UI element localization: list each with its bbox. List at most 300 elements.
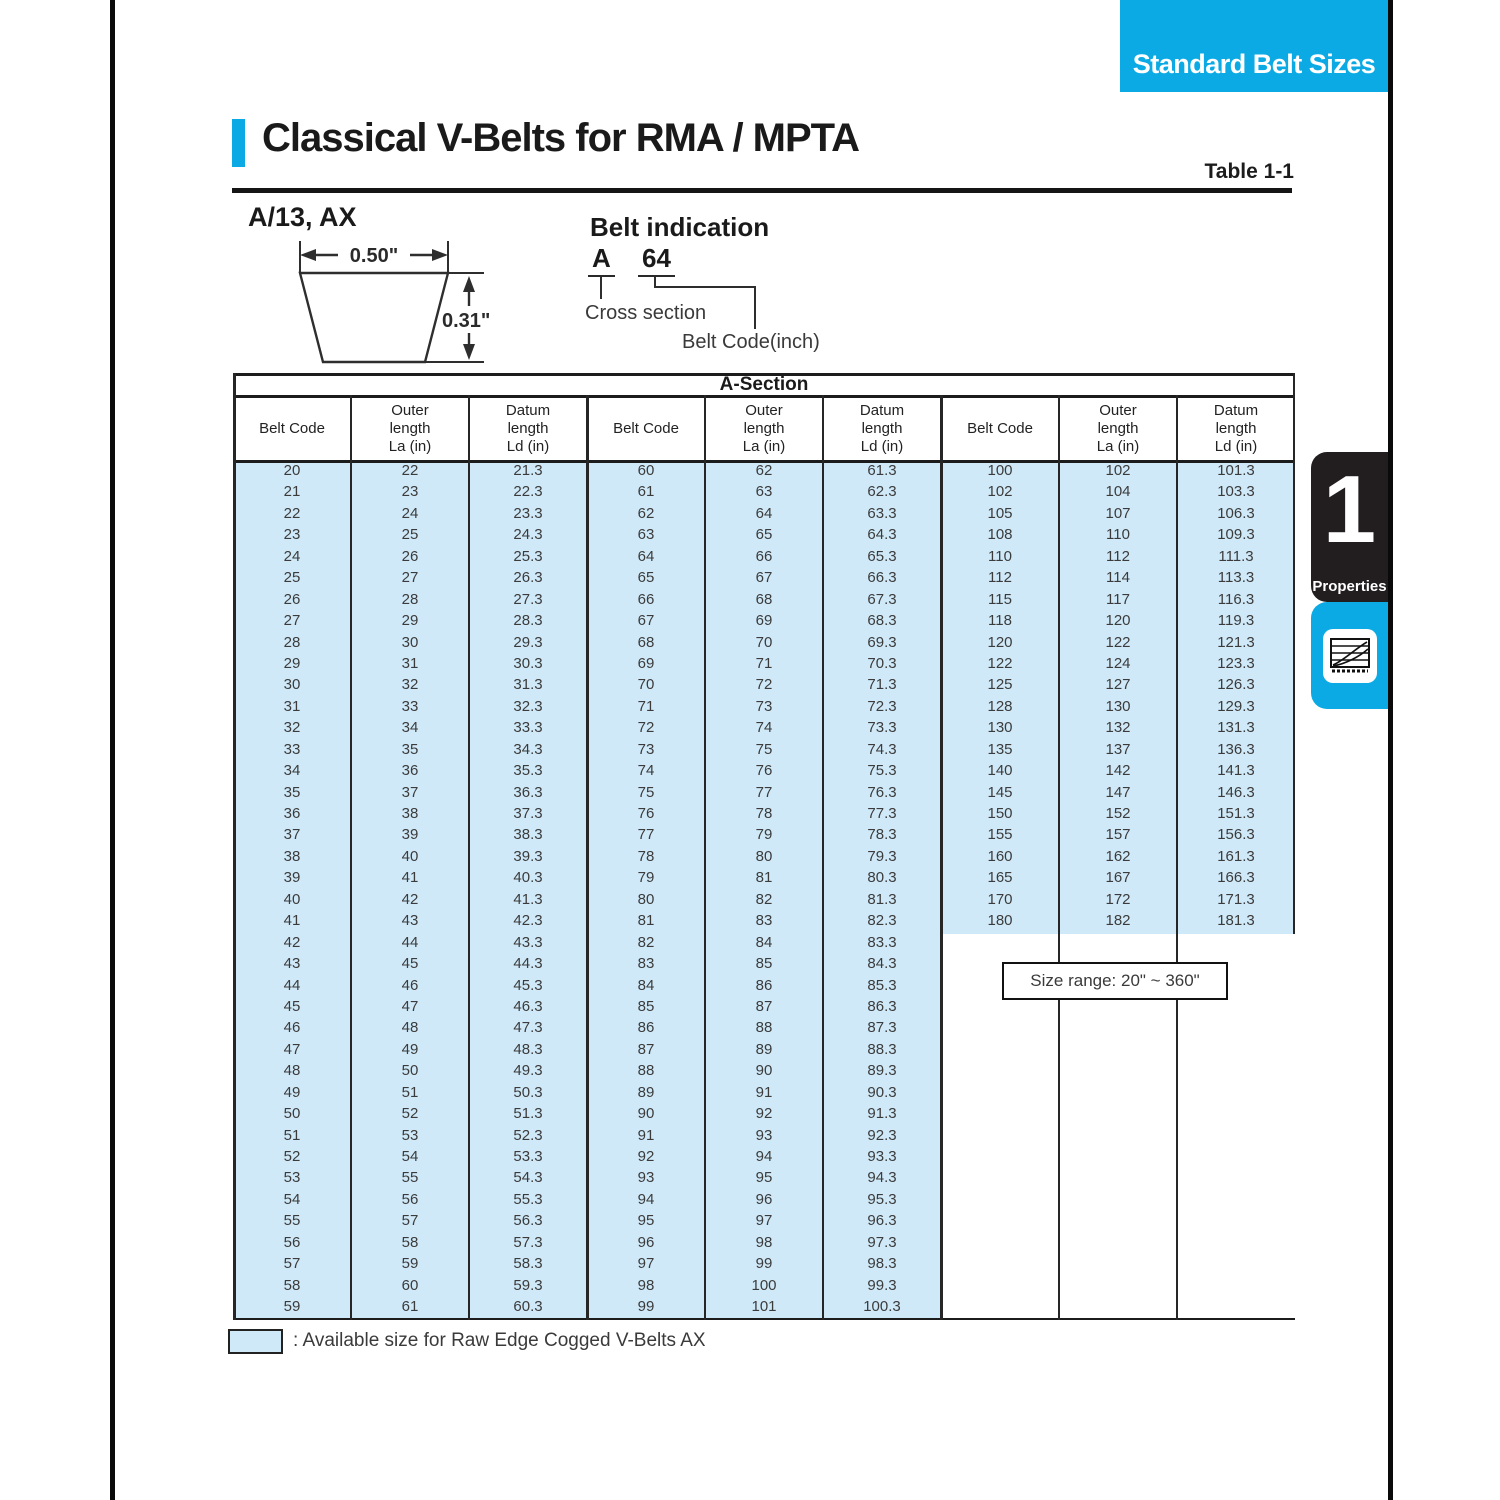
- table-cell: 76: [637, 805, 655, 822]
- table-cell: 81: [755, 869, 773, 887]
- column-header: Outer length La (in): [1096, 401, 1140, 456]
- table-cell: 53: [401, 1126, 419, 1144]
- table-cell: 82: [637, 933, 655, 951]
- table-cell: 130: [1105, 697, 1131, 715]
- table-cell: 48: [283, 1062, 301, 1080]
- table-cell: 25.3: [513, 547, 543, 565]
- table-cell: 62.3: [867, 483, 897, 501]
- table-cell: 45: [283, 997, 301, 1015]
- table-cell: 54.3: [513, 1169, 543, 1187]
- table-cell: 46: [283, 1019, 301, 1037]
- table-cell: 97: [637, 1255, 655, 1273]
- table-cell: 98: [755, 1233, 773, 1251]
- table-cell: 35: [401, 740, 419, 758]
- table-cell: 70.3: [867, 654, 897, 672]
- table-cell: 38: [283, 847, 301, 865]
- table-cell: 69.3: [867, 633, 897, 651]
- table-cell: 48: [401, 1019, 419, 1037]
- table-cell: 69: [637, 654, 655, 672]
- table-cell: 156.3: [1217, 826, 1255, 844]
- table-cell: 37: [283, 826, 301, 844]
- table-cell: 47: [283, 1040, 301, 1058]
- table-cell: 61: [401, 1298, 419, 1316]
- table-cell: 74: [637, 762, 655, 780]
- table-cell: 27: [283, 612, 301, 630]
- table-section-title: A-Section: [719, 374, 809, 395]
- legend-text: : Available size for Raw Edge Cogged V-Belts AX: [293, 1330, 706, 1351]
- table-cell: 96.3: [867, 1212, 897, 1230]
- table-cell: 31.3: [513, 676, 543, 694]
- table-cell: 24.3: [513, 526, 543, 544]
- table-cell: 107: [1105, 504, 1131, 522]
- table-cell: 76.3: [867, 783, 897, 801]
- table-cell: 161.3: [1217, 847, 1255, 865]
- table-cell: 37: [401, 783, 419, 801]
- table-cell: 24: [283, 547, 301, 565]
- table-cell: 30: [283, 676, 301, 694]
- table-cell: 30.3: [513, 654, 543, 672]
- table-cell: 99: [755, 1255, 773, 1273]
- table-cell: 84: [755, 933, 773, 951]
- table-cell: 97: [755, 1212, 773, 1230]
- table-cell: 97.3: [867, 1233, 897, 1251]
- table-cell: 39: [283, 869, 301, 887]
- table-cell: 84.3: [867, 955, 897, 973]
- table-cell: 91: [637, 1126, 655, 1144]
- table-cell: 142: [1105, 762, 1131, 780]
- table-cell: 37.3: [513, 805, 543, 822]
- table-cell: 113.3: [1217, 569, 1255, 587]
- table-cell: 53.3: [513, 1148, 543, 1165]
- table-cell: 32.3: [513, 697, 543, 715]
- table-cell: 30: [401, 633, 419, 651]
- title-rule: [232, 188, 1292, 193]
- table-cell: 52: [283, 1148, 301, 1165]
- page-title: Classical V-Belts for RMA / MPTA: [262, 116, 860, 160]
- table-cell: 91.3: [867, 1105, 897, 1123]
- table-cell: 72.3: [867, 697, 897, 715]
- table-cell: 96: [755, 1190, 773, 1208]
- table-cell: 55: [283, 1212, 301, 1230]
- table-cell: 77: [637, 826, 655, 844]
- table-cell: 47.3: [513, 1019, 543, 1037]
- table-cell: 41.3: [513, 890, 543, 908]
- table-cell: 71.3: [867, 676, 897, 694]
- table-cell: 75.3: [867, 762, 897, 780]
- table-cell: 64.3: [867, 526, 897, 544]
- table-cell: 40.3: [513, 869, 543, 887]
- table-cell: 63: [755, 483, 773, 501]
- table-cell: 59: [283, 1298, 301, 1316]
- table-cell: 104: [1105, 483, 1131, 501]
- table-cell: 73: [755, 697, 773, 715]
- legend-swatch: [228, 1329, 283, 1354]
- table-cell: 93: [755, 1126, 773, 1144]
- table-cell: 49: [283, 1083, 301, 1101]
- table-cell: 68: [755, 590, 773, 608]
- table-cell: 65: [755, 526, 773, 544]
- table-cell: 110: [988, 547, 1012, 565]
- table-cell: 39: [401, 826, 419, 844]
- table-cell: 152: [1105, 805, 1131, 822]
- properties-chart-icon: [1329, 637, 1371, 675]
- table-cell: 160: [987, 847, 1013, 865]
- table-cell: 162: [1105, 847, 1131, 865]
- table-cell: 54: [283, 1190, 301, 1208]
- column-header: Datum length Ld (in): [505, 401, 551, 456]
- table-cell: 33: [283, 740, 301, 758]
- table-cell: 48.3: [513, 1040, 543, 1058]
- table-cell: 22: [401, 462, 419, 479]
- table-cell: 88: [637, 1062, 655, 1080]
- table-cell: 181.3: [1217, 912, 1255, 930]
- table-cell: 180: [987, 912, 1013, 930]
- table-cell: 44: [401, 933, 419, 951]
- chapter-label: Properties: [1312, 578, 1387, 595]
- table-cell: 71: [637, 697, 655, 715]
- column-header: Datum length Ld (in): [859, 401, 905, 456]
- table-cell: 29: [283, 654, 301, 672]
- table-cell: 57: [283, 1255, 301, 1273]
- table-cell: 67: [637, 612, 655, 630]
- table-cell: 64: [637, 547, 655, 565]
- table-cell: 31: [401, 654, 419, 672]
- table-cell: 45.3: [513, 976, 543, 994]
- table-cell: 51.3: [513, 1105, 543, 1123]
- section-tab: [1120, 0, 1388, 92]
- table-cell: 23: [283, 526, 301, 544]
- table-cell: 28.3: [513, 612, 543, 630]
- chapter-tab: [1311, 452, 1388, 602]
- up-arrowhead-icon: [463, 276, 475, 292]
- table-cell: 29: [401, 612, 419, 630]
- table-cell: 135: [987, 740, 1013, 758]
- table-cell: 33.3: [513, 719, 543, 737]
- table-cell: 68.3: [867, 612, 897, 630]
- table-cell: 76: [755, 762, 773, 780]
- belt-cross-section-diagram: [232, 238, 532, 370]
- table-cell: 75: [637, 783, 655, 801]
- table-cell: 81.3: [867, 890, 897, 908]
- table-cell: 43: [401, 912, 419, 930]
- column-header: Outer length La (in): [742, 401, 786, 456]
- table-cell: 66.3: [867, 569, 897, 587]
- column-header: Belt Code: [613, 419, 679, 437]
- table-cell: 40: [283, 890, 301, 908]
- table-cell: 75: [755, 740, 773, 758]
- table-cell: 80: [755, 847, 773, 865]
- table-cell: 79: [637, 869, 655, 887]
- table-cell: 114: [1106, 569, 1130, 587]
- table-cell: 105: [987, 504, 1013, 522]
- table-group-3: [941, 398, 1295, 932]
- table-cell: 60.3: [513, 1298, 543, 1316]
- belt-profile-label: A/13, AX: [248, 202, 357, 232]
- table-cell: 87: [755, 997, 773, 1015]
- table-cell: 70: [637, 676, 655, 694]
- table-cell: 84: [637, 976, 655, 994]
- table-cell: 36.3: [513, 783, 543, 801]
- table-cell: 33: [401, 697, 419, 715]
- table-cell: 42: [401, 890, 419, 908]
- table-cell: 26: [283, 590, 301, 608]
- belt-size-table: [233, 373, 1295, 1320]
- table-cell: 93: [637, 1169, 655, 1187]
- table-cell: 57: [401, 1212, 419, 1230]
- table-cell: 20: [283, 462, 301, 479]
- table-cell: 51: [283, 1126, 301, 1144]
- table-cell: 145: [987, 783, 1013, 801]
- table-cell: 124: [1105, 654, 1131, 672]
- table-cell: 72: [755, 676, 773, 694]
- table-cell: 147: [1105, 783, 1131, 801]
- icon-chip: [1323, 629, 1377, 683]
- table-cell: 157: [1105, 826, 1131, 844]
- table-cell: 93.3: [867, 1148, 897, 1165]
- table-cell: 47: [401, 997, 419, 1015]
- table-cell: 29.3: [513, 633, 543, 651]
- belt-code-value: 64: [638, 243, 675, 277]
- table-cell: 125: [987, 676, 1013, 694]
- table-cell: 89.3: [867, 1062, 897, 1080]
- table-cell: 80: [637, 890, 655, 908]
- table-cell: 172: [1105, 890, 1131, 908]
- table-cell: 31: [283, 697, 301, 715]
- table-cell: 43: [283, 955, 301, 973]
- table-cell: 126.3: [1217, 676, 1255, 694]
- table-cell: 101: [751, 1298, 777, 1316]
- table-cell: 95: [637, 1212, 655, 1230]
- column-header: Belt Code: [259, 419, 325, 437]
- table-cell: 53: [283, 1169, 301, 1187]
- table-cell: 55.3: [513, 1190, 543, 1208]
- table-cell: 81: [637, 912, 655, 930]
- table-cell: 115: [988, 590, 1012, 608]
- table-cell: 132: [1105, 719, 1131, 737]
- table-cell: 83: [637, 955, 655, 973]
- width-dimension: 0.50": [349, 245, 399, 267]
- table-cell: 117: [1106, 590, 1130, 608]
- table-cell: 64: [755, 504, 773, 522]
- column-header: Outer length La (in): [388, 401, 432, 456]
- table-cell: 77.3: [867, 805, 897, 822]
- table-cell: 92: [755, 1105, 773, 1123]
- table-cell: 88.3: [867, 1040, 897, 1058]
- table-cell: 70: [755, 633, 773, 651]
- table-cell: 51: [401, 1083, 419, 1101]
- table-cell: 94: [755, 1148, 773, 1165]
- table-cell: 28: [283, 633, 301, 651]
- table-cell: 77: [755, 783, 773, 801]
- right-arrowhead-icon: [432, 249, 448, 261]
- table-cell: 50: [401, 1062, 419, 1080]
- table-cell: 22: [283, 504, 301, 522]
- table-cell: 112: [1106, 547, 1130, 565]
- belt-code-label: Belt Code(inch): [682, 331, 820, 353]
- table-cell: 22.3: [513, 483, 543, 501]
- table-cell: 52.3: [513, 1126, 543, 1144]
- size-range-note: Size range: 20" ~ 360": [1002, 962, 1228, 1000]
- table-cell: 127: [1105, 676, 1131, 694]
- table-cell: 59.3: [513, 1276, 543, 1294]
- table-cell: 90.3: [867, 1083, 897, 1101]
- page-right-rule: [1388, 0, 1393, 1500]
- table-cell: 78.3: [867, 826, 897, 844]
- chapter-icon-tab: [1311, 602, 1388, 709]
- table-cell: 98.3: [867, 1255, 897, 1273]
- table-cell: 79.3: [867, 847, 897, 865]
- table-cell: 68: [637, 633, 655, 651]
- table-cell: 106.3: [1217, 504, 1255, 522]
- table-cell: 60: [637, 462, 655, 479]
- column-header: Belt Code: [967, 419, 1033, 437]
- table-cell: 58.3: [513, 1255, 543, 1273]
- table-cell: 78: [637, 847, 655, 865]
- height-dimension: 0.31": [442, 310, 491, 332]
- table-cell: 140: [987, 762, 1013, 780]
- table-cell: 108: [987, 526, 1013, 544]
- table-cell: 130: [987, 719, 1013, 737]
- table-cell: 38: [401, 805, 419, 822]
- cross-section-label: Cross section: [585, 302, 707, 324]
- table-cell: 182: [1105, 912, 1131, 930]
- table-cell: 166.3: [1217, 869, 1255, 887]
- table-cell: 56: [283, 1233, 301, 1251]
- table-cell: 34.3: [513, 740, 543, 758]
- table-cell: 110: [1106, 526, 1130, 544]
- table-cell: 41: [401, 869, 419, 887]
- table-cell: 92: [637, 1148, 655, 1165]
- table-cell: 65: [637, 569, 655, 587]
- table-cell: 91: [755, 1083, 773, 1101]
- table-cell: 36: [401, 762, 419, 780]
- table-cell: 26: [401, 547, 419, 565]
- table-cell: 102: [1105, 462, 1131, 479]
- table-cell: 24: [401, 504, 419, 522]
- table-cell: 67: [755, 569, 773, 587]
- table-cell: 38.3: [513, 826, 543, 844]
- table-cell: 21.3: [513, 462, 543, 479]
- table-cell: 43.3: [513, 933, 543, 951]
- table-cell: 92.3: [867, 1126, 897, 1144]
- section-tab-label: Standard Belt Sizes: [1132, 49, 1376, 79]
- table-cell: 99.3: [867, 1276, 897, 1294]
- table-cell: 111.3: [1218, 547, 1254, 565]
- table-cell: 61: [637, 483, 655, 501]
- table-cell: 49.3: [513, 1062, 543, 1080]
- table-cell: 98: [637, 1276, 655, 1294]
- table-cell: 131.3: [1217, 719, 1255, 737]
- table-cell: 74: [755, 719, 773, 737]
- table-cell: 79: [755, 826, 773, 844]
- table-cell: 87: [637, 1040, 655, 1058]
- table-cell: 122: [987, 654, 1013, 672]
- chapter-number: 1: [1322, 456, 1377, 563]
- table-cell: 80.3: [867, 869, 897, 887]
- table-cell: 120: [1105, 612, 1131, 630]
- table-cell: 137: [1105, 740, 1131, 758]
- table-cell: 123.3: [1217, 654, 1255, 672]
- table-cell: 69: [755, 612, 773, 630]
- table-group-1: [233, 398, 587, 1318]
- belt-trapezoid: [300, 273, 448, 362]
- table-cell: 151.3: [1217, 805, 1255, 822]
- table-cell: 55: [401, 1169, 419, 1187]
- table-cell: 54: [401, 1148, 419, 1165]
- table-cell: 82: [755, 890, 773, 908]
- table-cell: 62: [755, 462, 773, 479]
- table-cell: 46: [401, 976, 419, 994]
- table-cell: 65.3: [867, 547, 897, 565]
- table-cell: 27.3: [513, 590, 543, 608]
- table-cell: 101.3: [1217, 462, 1255, 479]
- down-arrowhead-icon: [463, 344, 475, 360]
- table-cell: 94.3: [867, 1169, 897, 1187]
- left-arrowhead-icon: [300, 249, 316, 261]
- table-cell: 120: [987, 633, 1013, 651]
- table-cell: 60: [401, 1276, 419, 1294]
- table-cell: 66: [637, 590, 655, 608]
- table-cell: 25: [401, 526, 419, 544]
- table-cell: 58: [283, 1276, 301, 1294]
- table-cell: 89: [637, 1083, 655, 1101]
- table-cell: 34: [401, 719, 419, 737]
- table-cell: 100.3: [863, 1298, 901, 1316]
- table-cell: 52: [401, 1105, 419, 1123]
- table-cell: 141.3: [1217, 762, 1255, 780]
- table-cell: 56: [401, 1190, 419, 1208]
- table-cell: 41: [283, 912, 301, 930]
- table-cell: 45: [401, 955, 419, 973]
- table-cell: 74.3: [867, 740, 897, 758]
- table-cell: 25: [283, 569, 301, 587]
- table-cell: 40: [401, 847, 419, 865]
- table-cell: 167: [1105, 869, 1131, 887]
- table-cell: 83: [755, 912, 773, 930]
- table-cell: 155: [987, 826, 1013, 844]
- table-cell: 63.3: [867, 504, 897, 522]
- table-cell: 86: [755, 976, 773, 994]
- table-cell: 73: [637, 740, 655, 758]
- table-cell: 118: [988, 612, 1012, 630]
- table-cell: 78: [755, 805, 773, 822]
- table-cell: 94: [637, 1190, 655, 1208]
- table-cell: 34: [283, 762, 301, 780]
- table-cell: 32: [401, 676, 419, 694]
- table-cell: 109.3: [1217, 526, 1255, 544]
- table-cell: 82.3: [867, 912, 897, 930]
- table-cell: 42: [283, 933, 301, 951]
- table-cell: 136.3: [1217, 740, 1255, 758]
- table-cell: 23: [401, 483, 419, 501]
- table-cell: 26.3: [513, 569, 543, 587]
- table-cell: 28: [401, 590, 419, 608]
- table-cell: 102: [987, 483, 1013, 501]
- table-cell: 46.3: [513, 997, 543, 1015]
- table-cell: 44: [283, 976, 301, 994]
- table-cell: 129.3: [1217, 697, 1255, 715]
- column-header: Datum length Ld (in): [1213, 401, 1259, 456]
- table-cell: 100: [987, 462, 1013, 479]
- table-cell: 116.3: [1217, 590, 1255, 608]
- table-cell: 57.3: [513, 1233, 543, 1251]
- table-cell: 86.3: [867, 997, 897, 1015]
- table-cell: 85: [755, 955, 773, 973]
- table-cell: 71: [755, 654, 773, 672]
- table-cell: 89: [755, 1040, 773, 1058]
- table-cell: 119.3: [1217, 612, 1255, 630]
- table-cell: 73.3: [867, 719, 897, 737]
